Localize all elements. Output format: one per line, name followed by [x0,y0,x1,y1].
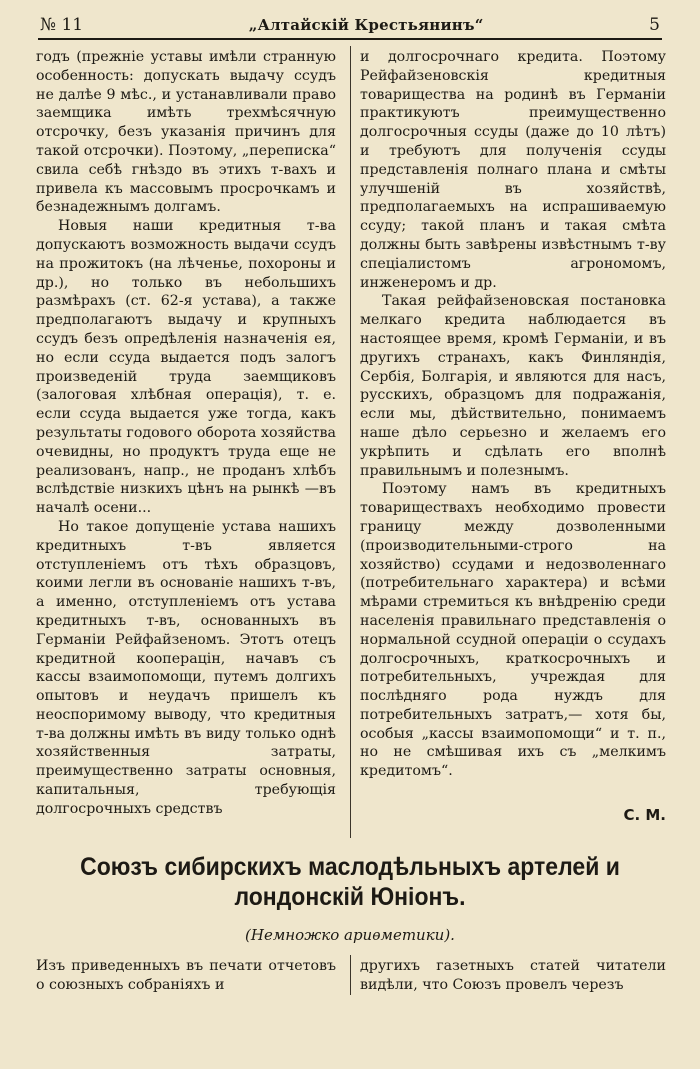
column-divider [350,46,351,838]
left-paragraph-1: годъ (прежніе уставы имѣли странную особенность: допускать выдачу ссудъ не далѣе 9 мѣс., и устанавливали право заемщика имѣть трехмѣсячную отсрочку, безъ указанія причинъ для такой отсрочки). Поэтому, „переписка“ свила себѣ гнѣздо въ этихъ т-вахъ и привела къ массовымъ просрочкамъ и безнадежнымъ долгамъ. [36,49,336,216]
article-left-text: Изъ приведенныхъ въ печати отчетовъ о союзныхъ собраніяхъ и [36,958,336,993]
right-paragraph-1: и долгосрочнаго кредита. Поэтому Рейфайзеновскія кредитныя товарищества на родинѣ въ Германіи практикуютъ преимущественно долгосрочныя ссуды (даже до 10 лѣтъ) и требуютъ для полученія ссуды представленія полнаго плана и смѣты улучшеній въ хозяйствѣ, предполагаемыхъ на испрашиваемую ссуду; такой планъ и такая смѣта должны быть завѣрены извѣстнымъ т-ву спеціалистомъ агрономомъ, инженеромъ и др. [360,49,666,291]
article-subtitle: (Немножко ариѳметики). [245,926,455,944]
article-title-line-2: лондонскій Юніонъ. [234,883,466,911]
article-right-text: другихъ газетныхъ статей читатели видѣли, что Союзъ провелъ черезъ [360,958,666,993]
header-rule [38,38,662,40]
left-paragraph-3: Но такое допущеніе устава нашихъ кредитныхъ т-въ является отступленіемъ отъ тѣхъ образцовъ, коими легли въ основаніе нашихъ т-въ, а именно, отступленіемъ отъ устава кредитныхъ т-въ, основанныхъ въ Германіи Рейфайзеномъ. Этотъ отецъ кредитной кооперацін, начавъ съ кассы взаимопомощи, путемъ долгихъ опытовъ и неудачъ пришелъ къ неоспоримому выводу, что кредитныя т-ва должны имѣть въ виду только однѣ хозяйственныя затраты, преимущественно затраты основныя, капитальныя, требующія долгосрочныхъ средствъ [36,518,336,817]
page-header [40,12,660,38]
right-paragraph-2: Такая рейфайзеновская постановка мелкаго кредита наблюдается въ настоящее время, кромѣ Германіи, и въ другихъ странахъ, какъ Финляндія, Сербія, Болгарія, и являются для насъ, русскихъ, образцомъ для подражанія, если мы, дѣйствительно, понимаемъ наше дѣло серьезно и желаемъ его укрѣпить и сдѣлать его вполнѣ правильнымъ и полезнымъ. [360,293,666,479]
author-signature: С. М. [623,806,666,824]
right-column [360,48,666,781]
newspaper-title: „Алтайскій Крестьянинъ“ [248,16,484,34]
article-column-divider [350,955,351,995]
article-title [65,852,635,912]
left-column [36,48,336,819]
issue-number: № 11 [40,15,84,35]
left-paragraph-2: Новыя наши кредитныя т-ва допускаютъ возможность выдачи ссудъ на прожитокъ (на лѣченье, похороны и др.), но только въ небольшихъ размѣрахъ (ст. 62-я устава), а также предполагаютъ выдачу и крупныхъ ссудъ безъ опредѣленія назначенія ея, но если ссуда выдается подъ залогъ произведеній труда заемщиковъ (залоговая хлѣбная операція), т. е. если ссуда выдается уже тогда, какъ результаты годового оборота хозяйства очевидны, но продуктъ труда еще не реализованъ, напр., не проданъ хлѣбъ вслѣдствіе низкихъ цѣнъ на рынкѣ —въ началѣ осени... [36,218,336,517]
right-paragraph-3: Поэтому намъ въ кредитныхъ товариществахъ необходимо провести границу между дозволенными (производительными-строго на хозяйство) ссудами и недозволеннаго (потребительнаго характера) и всѣми мѣрами стремиться къ внѣдренію среди населенія правильнаго представленія о нормальной ссудной операціи о ссудахъ долгосрочныхъ, краткосрочныхъ и потребительныхъ, учреждая для послѣдняго рода нуждъ для потребительныхъ затратъ,— хотя бы, особыя „кассы взаимопомощи“ и т. п., но не смѣшивая ихъ съ „мелкимъ кредитомъ“. [360,481,666,780]
page-number: 5 [649,15,660,35]
article-title-line-1: Союзъ сибирскихъ маслодѣльныхъ артелей и [80,853,620,881]
